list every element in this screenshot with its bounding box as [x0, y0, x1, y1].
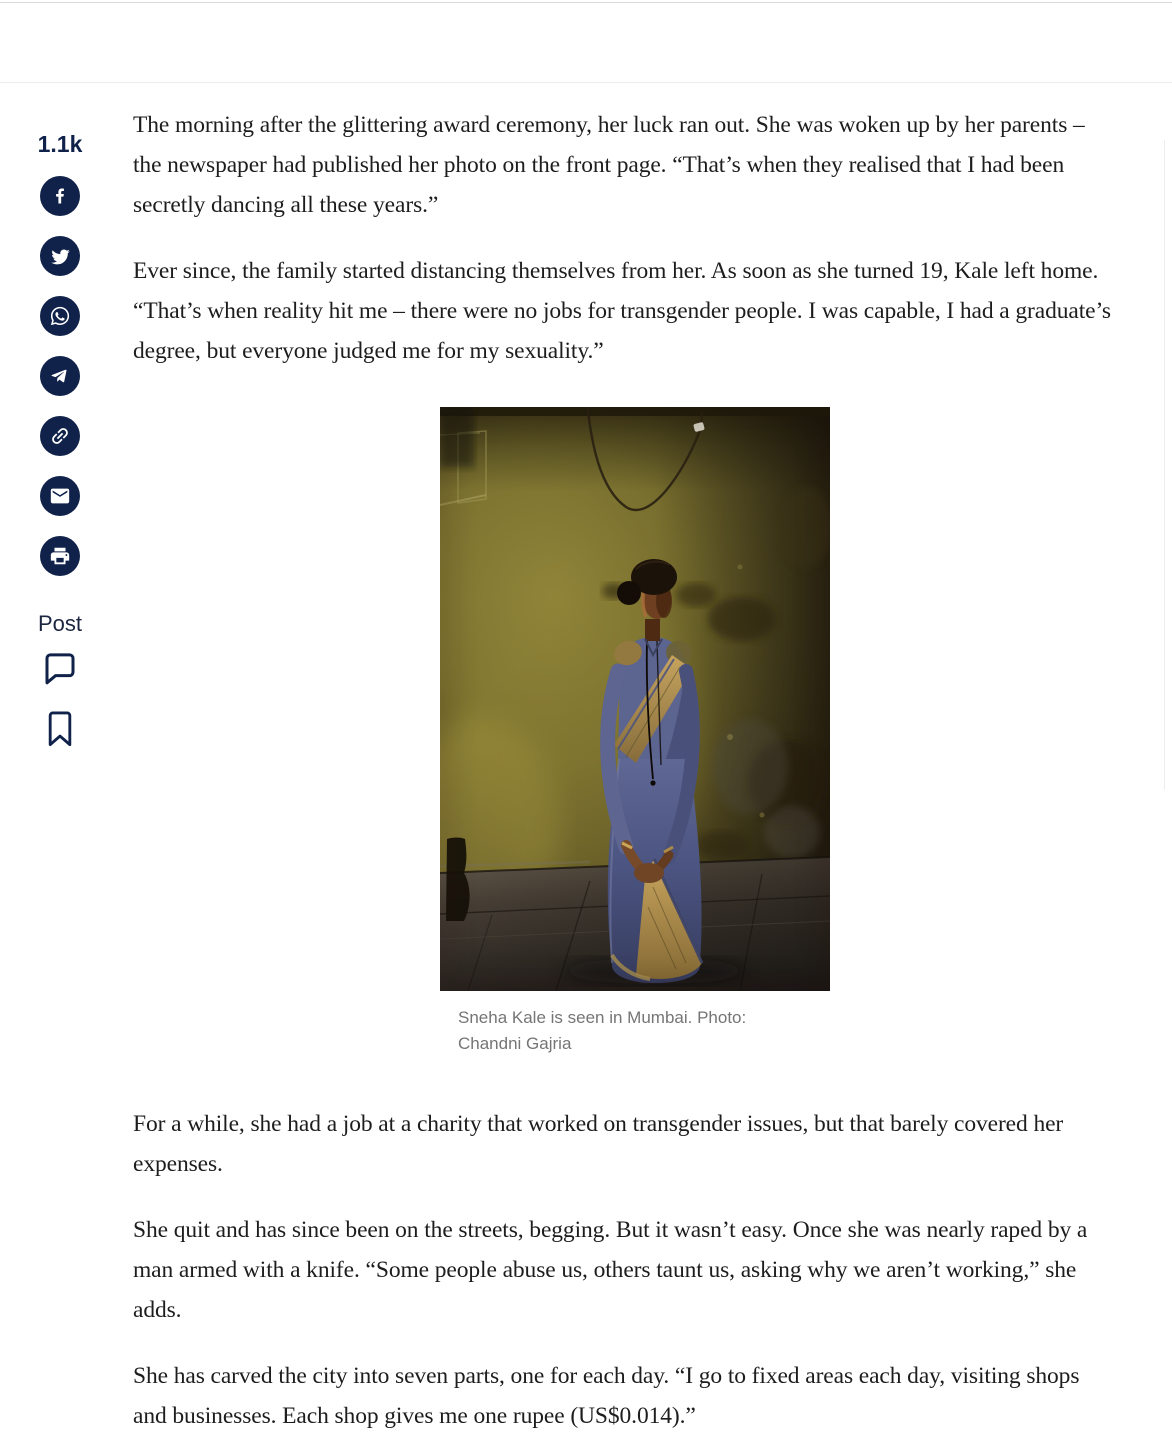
photo-caption: Sneha Kale is seen in Mumbai. Photo: Chandni Gajria [458, 1008, 747, 1053]
header-divider [0, 82, 1172, 83]
facebook-share-button[interactable] [40, 176, 80, 216]
copy-link-icon [49, 425, 71, 447]
article-figure [440, 407, 830, 1057]
article-body [133, 105, 1118, 1452]
bookmark-button[interactable] [41, 706, 79, 750]
print-button[interactable] [40, 536, 80, 576]
facebook-icon [50, 186, 70, 206]
paragraph: For a while, she had a job at a charity that worked on transgender issues, but that barely covered her expenses. [133, 1111, 1064, 1177]
twitter-icon [50, 246, 71, 267]
telegram-share-button[interactable] [40, 356, 80, 396]
copy-link-share-button[interactable] [40, 416, 80, 456]
paragraph: The morning after the glittering award ceremony, her luck ran out. She was woken up by her parents – the newspaper had published her photo on the front page. “That’s when they realised that I had been secretly dancing all these years.” [133, 112, 1085, 218]
email-share-button[interactable] [40, 476, 80, 516]
whatsapp-icon [49, 305, 71, 327]
twitter-share-button[interactable] [40, 236, 80, 276]
share-rail [30, 131, 90, 767]
post-label: Post [37, 611, 83, 636]
whatsapp-share-button[interactable] [40, 296, 80, 336]
paragraph: She quit and has since been on the streets, begging. But it wasn’t easy. Once she was nearly raped by a man armed with a knife. “Some people abuse us, others taunt us, asking why we aren’t working,” she adds. [133, 1217, 1088, 1323]
right-rail-divider [1164, 140, 1165, 790]
paragraph: She has carved the city into seven parts, one for each day. “I go to fixed areas each day, visiting shops and businesses. Each shop gives me one rupee (US$0.014).” [133, 1363, 1080, 1429]
paragraph: Ever since, the family started distancing themselves from her. As soon as she turned 19, Kale left home. “That’s when reality hit me – there were no jobs for transgender people. I was capable, I had a graduate’s degree, but everyone judged me for my sexuality.” [133, 258, 1111, 364]
bookmark-icon [41, 706, 79, 750]
comment-icon [40, 649, 80, 689]
telegram-icon [49, 366, 69, 386]
top-divider [0, 2, 1172, 3]
email-icon [49, 485, 71, 507]
print-icon [49, 545, 71, 567]
article-photo [440, 407, 830, 991]
share-count: 1.1k [37, 131, 83, 157]
comments-button[interactable] [40, 649, 80, 689]
